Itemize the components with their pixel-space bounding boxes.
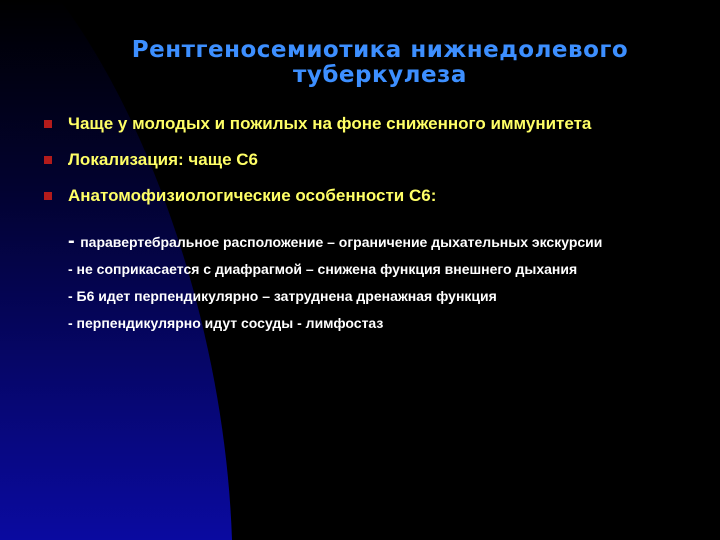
- slide-title: [60, 38, 700, 88]
- sub-item-text: - Б6 идет перпендикулярно – затруднена дренажная функция: [68, 288, 497, 304]
- sub-item-text: - не соприкасается с диафрагмой – снижена функция внешнего дыхания: [68, 261, 578, 277]
- bullet-text: Локализация: чаще С6: [68, 150, 258, 169]
- title-line-2: туберкулеза: [293, 62, 467, 88]
- square-bullet-icon: [44, 192, 52, 200]
- sub-item-list: [68, 232, 668, 333]
- bullet-item-immunity: [44, 113, 664, 135]
- bullet-text: Чаще у молодых и пожилых на фоне сниженного иммунитета: [68, 114, 592, 133]
- sub-item-drainage: [68, 287, 668, 306]
- sub-item-text: - перпендикулярно идут сосуды - лимфостаз: [68, 315, 384, 331]
- sub-item-diaphragm: [68, 260, 668, 279]
- bullet-list: [44, 113, 664, 207]
- square-bullet-icon: [44, 156, 52, 164]
- square-bullet-icon: [44, 120, 52, 128]
- sub-item-text: паравертебральное расположение – ограничение дыхательных экскурсии: [80, 234, 603, 250]
- bullet-text: Анатомофизиологические особенности С6:: [68, 186, 437, 205]
- sub-item-paravertebral: [68, 232, 668, 252]
- bullet-item-localization: [44, 149, 664, 171]
- sub-item-dash: -: [68, 230, 81, 252]
- title-line-1: Рентгеносемиотика нижнедолевого: [131, 37, 629, 63]
- bullet-item-anatomy: [44, 185, 664, 207]
- sub-item-vessels: [68, 314, 668, 333]
